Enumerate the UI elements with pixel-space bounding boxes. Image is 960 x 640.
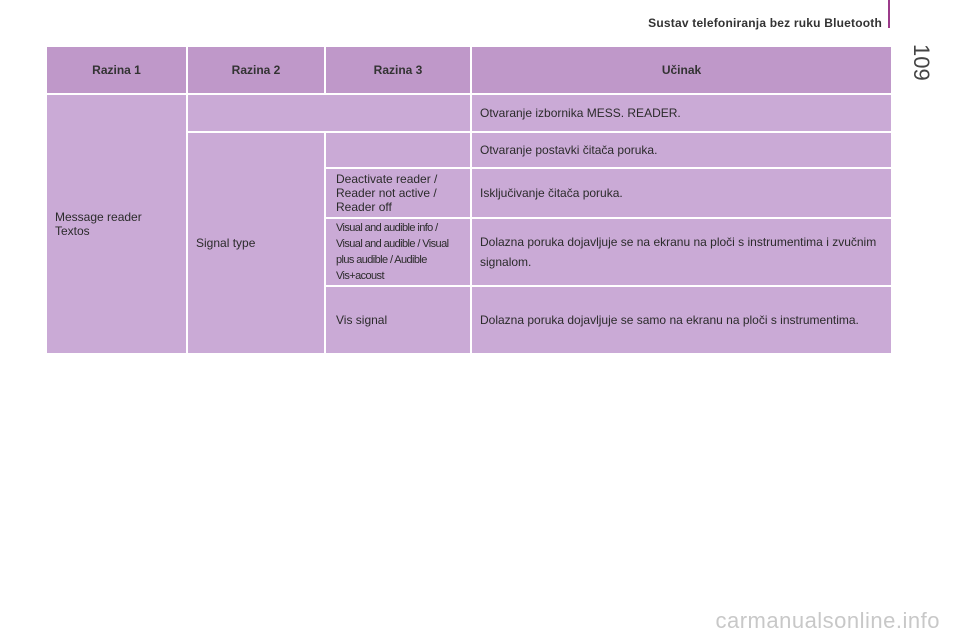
page-number: 109 bbox=[909, 44, 934, 81]
empty-cell bbox=[325, 132, 471, 168]
level2-cell: Signal type bbox=[187, 132, 325, 354]
section-title: Sustav telefoniranja bez ruku Bluetooth bbox=[648, 16, 882, 30]
level3-cell: Deactivate reader / Reader not active / Reader off bbox=[325, 168, 471, 218]
level1-cell: Message reader Textos bbox=[46, 94, 187, 354]
effect-cell: Isključivanje čitača poruka. bbox=[471, 168, 892, 218]
level3-cell: Visual and audible info / Visual and audible / Visual plus audible / Audible Vis+acoust bbox=[325, 218, 471, 286]
effect-cell: Dolazna poruka dojavljuje se samo na ekranu na ploči s instrumentima. bbox=[471, 286, 892, 354]
table-header-row bbox=[46, 46, 892, 94]
column-header-level1: Razina 1 bbox=[46, 46, 187, 94]
column-header-level2: Razina 2 bbox=[187, 46, 325, 94]
settings-effect-cell: Otvaranje postavki čitača poruka. bbox=[471, 132, 892, 168]
effect-cell: Dolazna poruka dojavljuje se na ekranu na ploči s instrumentima i zvučnim signalom. bbox=[471, 218, 892, 286]
header-accent-bar bbox=[888, 0, 890, 28]
empty-cell bbox=[187, 94, 471, 132]
column-header-level3: Razina 3 bbox=[325, 46, 471, 94]
column-header-effect: Učinak bbox=[471, 46, 892, 94]
watermark: carmanualsonline.info bbox=[715, 608, 940, 633]
level3-cell: Vis signal bbox=[325, 286, 471, 354]
table-row bbox=[46, 94, 892, 132]
menu-effect-cell: Otvaranje izbornika MESS. READER. bbox=[471, 94, 892, 132]
settings-table bbox=[45, 45, 891, 351]
